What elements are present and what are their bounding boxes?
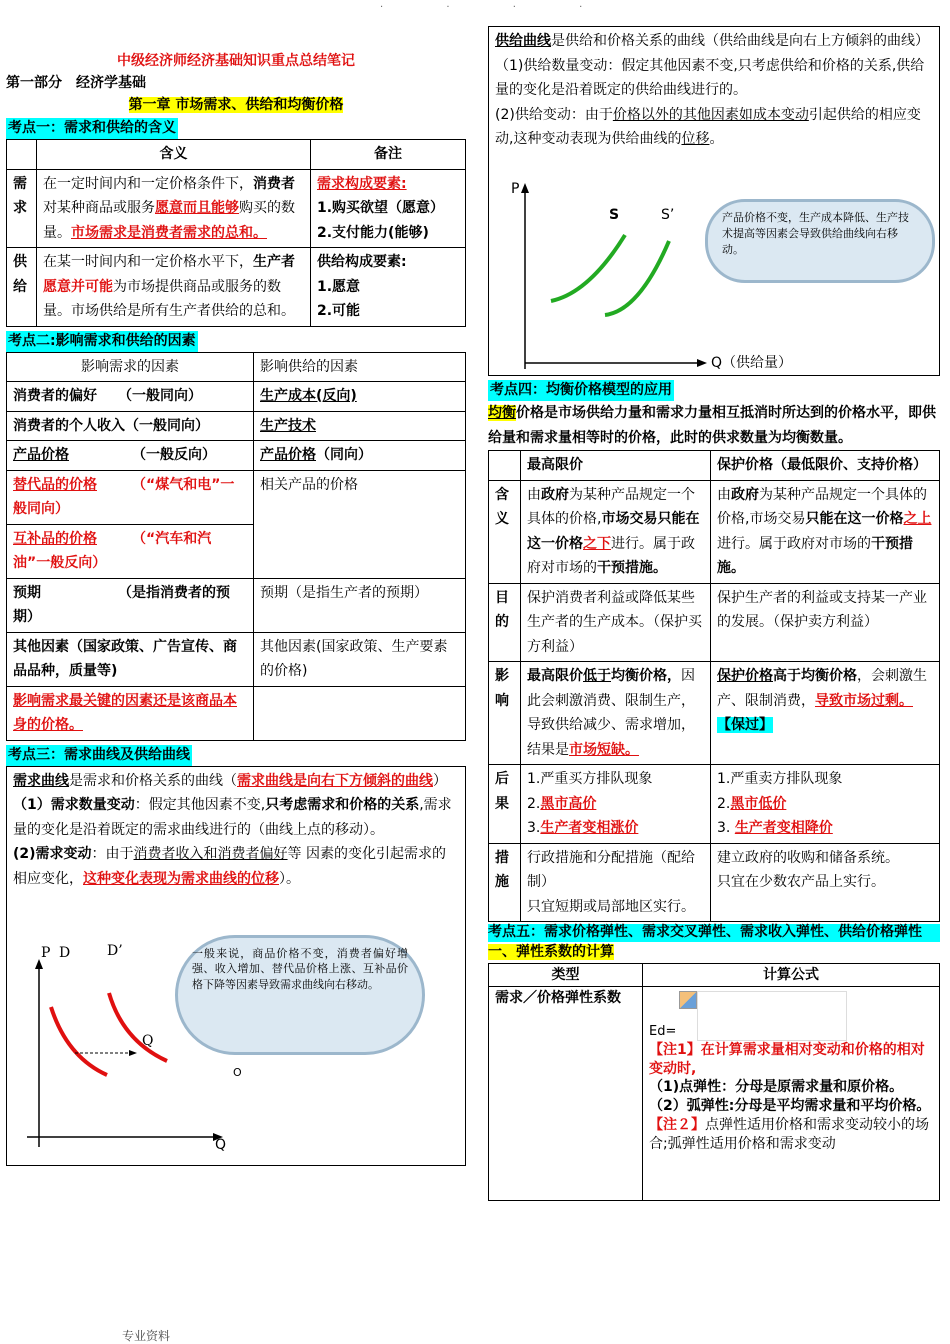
top-dots: · · · · <box>380 2 613 13</box>
table-row: 措施 行政措施和分配措施（配给制） 只宜短期或局部地区实行。 建立政府的收购和储备系统。 只宜在少数农产品上实行。 <box>489 843 940 922</box>
table-row: 预期 （是指消费者的预期） 预期（是指生产者的预期） <box>7 578 466 632</box>
section2-heading: 考点二:影响需求和供给的因素 <box>6 331 198 352</box>
factors-table <box>6 352 466 741</box>
curve-label-d2: D’ <box>107 942 123 959</box>
footer-text: 专业资料 <box>122 1329 171 1343</box>
elasticity-table <box>488 963 940 1201</box>
table-row: 含义 由政府为某种产品规定一个具体的价格,市场交易只能在这一价格之下进行。属于政府对市场的干预措施。 由政府为某种产品规定一个具体的价格,市场交易只能在这一价格之上进行。属于政府对市场的干预措施。 <box>489 480 940 583</box>
table-row: 需求／价格弹性系数 Ed= 【注1】在计算需求量相对变动和价格的相对变动时, （1)点弹性：分母是原需求量和原价格。 （2）弧弹性:分母是平均需求量和平均价格。 【注２】点弹性适用价格和需求变动较小的场合;弧弹性适用价格和需求变动 <box>489 986 940 1200</box>
row-label: 需求 <box>7 169 37 248</box>
col-header: 影响供给的因素 <box>254 352 466 382</box>
table-row: 互补品的价格 （“汽车和汽油”一般反向） <box>7 524 466 578</box>
section5-heading: 考点五：需求价格弹性、需求交叉弹性、需求收入弹性、供给价格弹性 <box>488 924 940 942</box>
left-column <box>6 0 466 1166</box>
supply-def: 在某一时间内和一定价格水平下，生产者愿意并可能为市场提供商品或服务的数量。市场供给是所有生产者供给的总和。 <box>37 248 311 327</box>
table-row: 后果 1.严重买方排队现象 2.黑市高价 3.生产者变相涨价 1.严重卖方排队现象 2.黑市低价 3. 生产者变相降价 <box>489 765 940 844</box>
supply-curve-box: 供给曲线是供给和价格关系的曲线（供给曲线是向右上方倾斜的曲线） （1)供给数量变动：假定其他因素不变,只考虑供给和价格的关系,供给量的变化是沿着既定的供给曲线进行的。 (2)供给变动：由于价格以外的其他因素如成本变动引起供给的相应变动,这种变动表现为供给曲线的位移。 P S S’ Q（供给量） 产品价格不变，生产成本降低、生产技术提高等因素会导致供给曲线向右移动。 <box>488 26 940 376</box>
axis-label-q: Q（供给量） <box>711 355 793 371</box>
curve-label-d: D <box>59 944 71 961</box>
point-label-o: O <box>233 1065 242 1079</box>
table-row: 其他因素（国家政策、广告宣传、商品品种，质量等) 其他因素(国家政策、生产要素的价格) <box>7 632 466 686</box>
section5-sub: 一、弹性系数的计算 <box>488 943 614 960</box>
chapter-title: 第一章 市场需求、供给和均衡价格 <box>128 97 344 113</box>
table-row: 产品价格 （一般反向） 产品价格（同向） <box>7 441 466 471</box>
part-title: 第一部分 经济学基础 <box>6 75 146 91</box>
table-row: 替代品的价格 （“煤气和电”一般同向） 相关产品的价格 <box>7 470 466 524</box>
col-header: 含义 <box>37 140 311 170</box>
supply-demand-def-table <box>6 139 466 327</box>
axis-label-p: P <box>41 944 51 961</box>
formula-label: Ed= <box>649 1023 677 1039</box>
formula-box <box>697 991 847 1041</box>
axis-label-q: Q <box>215 1136 227 1153</box>
demand-shift-callout: 一般来说，商品价格不变，消费者偏好增强、收入增加、替代品价格上涨、互补品价格下降等因素导致需求曲线向右移动。 <box>175 935 425 1055</box>
doc-title: 中级经济师经济基础知识重点总结笔记 <box>117 53 355 69</box>
table-row: 目的 保护消费者利益或降低某些生产者的生产成本。（保护买方利益） 保护生产者的利益或支持某一产业的发展。（保护卖方利益） <box>489 583 940 662</box>
section4-heading: 考点四：均衡价格模型的应用 <box>488 380 674 401</box>
curve-label-s2: S’ <box>661 207 675 223</box>
supply-note: 供给构成要素: 1.愿意 2.可能 <box>311 248 466 327</box>
col-header: 最高限价 <box>521 451 711 481</box>
col-header: 影响需求的因素 <box>7 352 254 382</box>
col-header: 类型 <box>489 963 643 986</box>
price-control-table <box>488 450 940 922</box>
table-row: 影响需求最关键的因素还是该商品本身的价格。 <box>7 686 466 740</box>
supply-shift-callout: 产品价格不变，生产成本降低、生产技术提高等因素会导致供给曲线向右移动。 <box>705 199 935 283</box>
curve-label-s: S <box>609 207 620 223</box>
row-label: 供给 <box>7 248 37 327</box>
table-row: 影响 最高限价低于均衡价格，因此会刺激消费、限制生产，导致供给减少、需求增加，结果是市场短缺。 保护价格高于均衡价格，会刺激生产、限制消费，导致市场过剩。【保过】 <box>489 662 940 765</box>
table-row <box>7 169 466 248</box>
demand-def: 在一定时间内和一定价格条件下，消费者对某种商品或服务愿意而且能够购买的数量。市场需求是消费者需求的总和。 <box>37 169 311 248</box>
section1-heading: 考点一：需求和供给的含义 <box>6 118 178 139</box>
demand-chart <box>7 937 447 1157</box>
right-column <box>488 0 940 1201</box>
point-label-q: Q <box>142 1032 154 1049</box>
supply-curves-svg <box>509 183 739 373</box>
col-header: 备注 <box>311 140 466 170</box>
table-row <box>7 248 466 327</box>
supply-chart <box>489 177 939 372</box>
table-row: 消费者的个人收入（一般同向） 生产技术 <box>7 411 466 441</box>
col-header: 保护价格（最低限价、支持价格） <box>711 451 940 481</box>
col-header: 计算公式 <box>643 963 940 986</box>
demand-note: 需求构成要素: 1.购买欲望（愿意） 2.支付能力(能够) <box>311 169 466 248</box>
table-row: 消费者的偏好 （一般同向） 生产成本(反向) <box>7 382 466 412</box>
section3-heading: 考点三：需求曲线及供给曲线 <box>6 745 192 766</box>
demand-curve-box: 需求曲线是需求和价格关系的曲线（需求曲线是向右下方倾斜的曲线） （1）需求数量变动：假定其他因素不变,只考虑需求和价格的关系,需求量的变化是沿着既定的需求曲线进行的（曲线上点的移动）。 (2)需求变动：由于消费者收入和消费者偏好等 因素的变化引起需求的相应变化，这种变化表现为需求曲线的位移）。 P D D’ Q O Q 一般来说，商品价格不变，消费者偏好增强、收入增加、替代品价格上涨、互补品价格下降等因素导致需求曲线向右移动。 <box>6 766 466 1166</box>
equilibrium-intro: 均衡价格是市场供给力量和需求力量相互抵消时所达到的价格水平，即供给量和需求量相等时的价格，此时的供求数量为均衡数量。 <box>488 405 936 446</box>
formula-image-icon <box>679 991 697 1009</box>
axis-label-p: P <box>511 181 520 197</box>
